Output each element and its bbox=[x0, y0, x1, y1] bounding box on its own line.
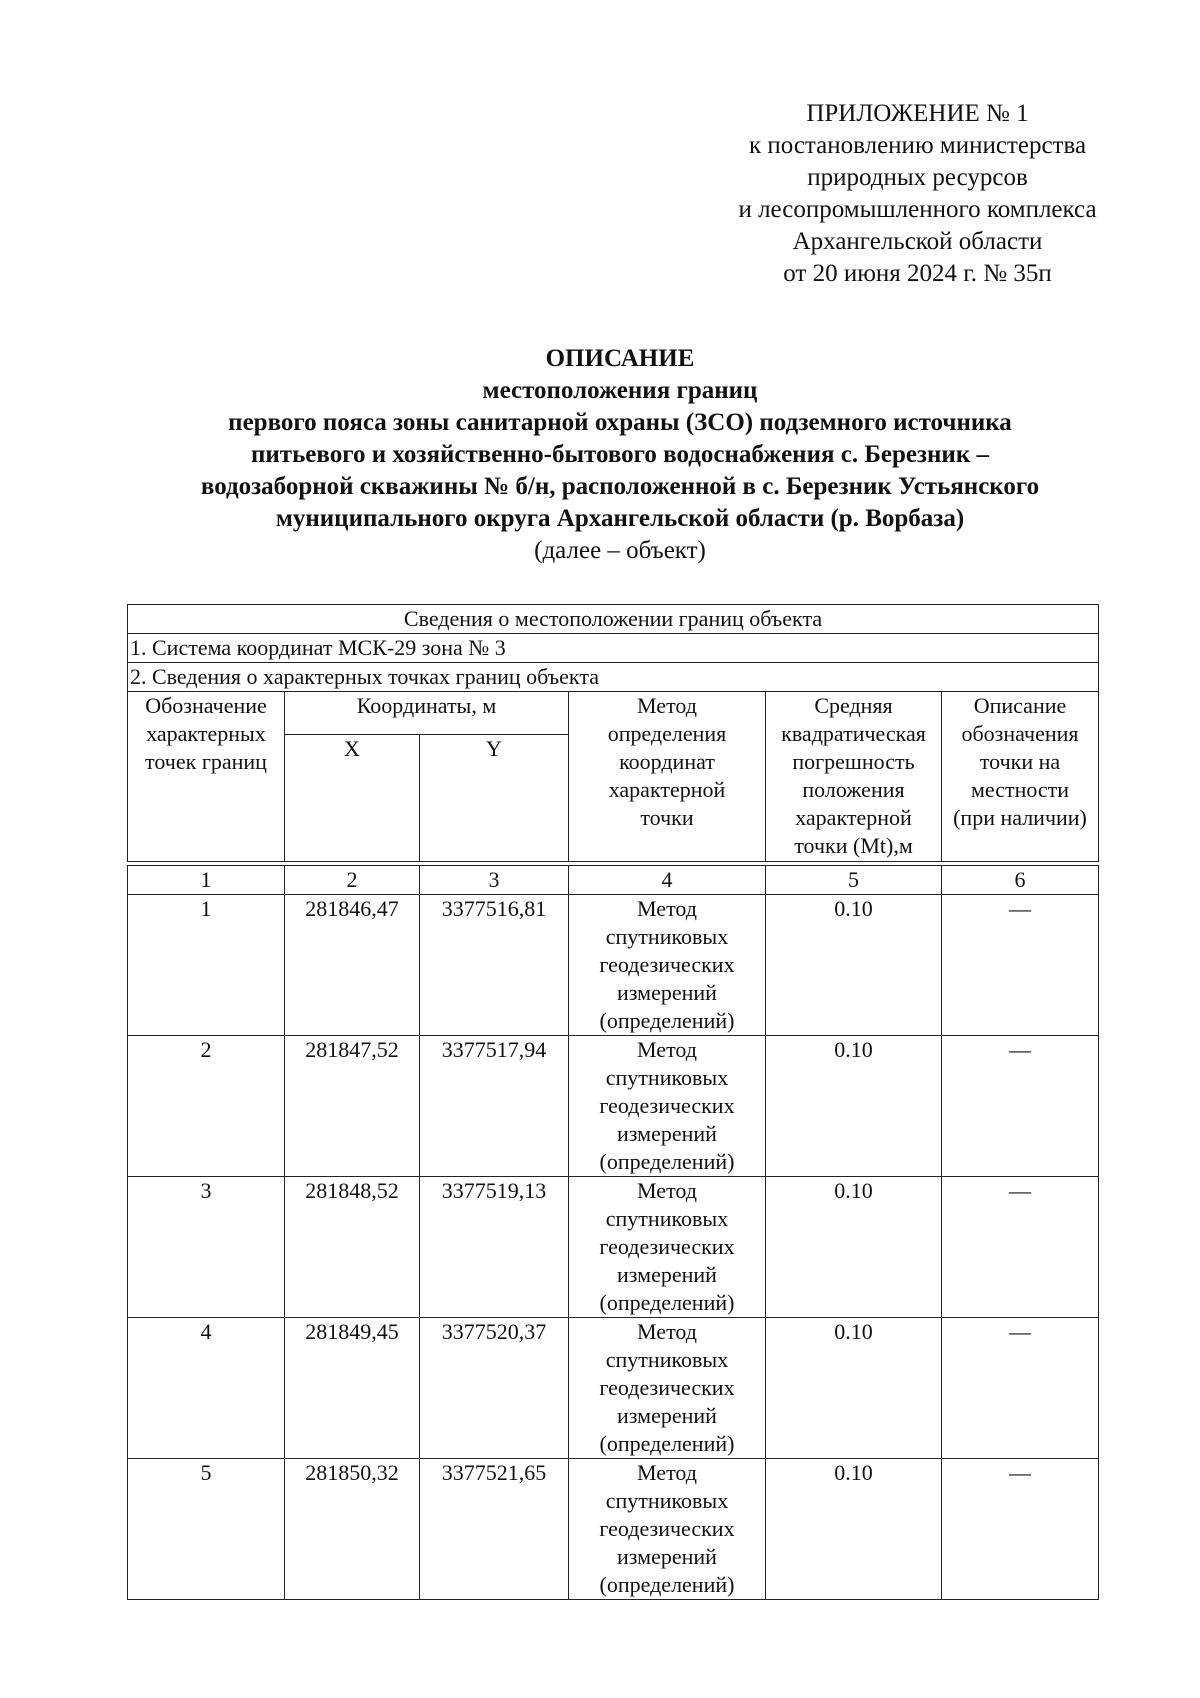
coord-x: 281850,32 bbox=[285, 1459, 420, 1600]
table-row bbox=[128, 1177, 1099, 1318]
method-line: Метод bbox=[637, 1460, 697, 1485]
table-row bbox=[128, 1459, 1099, 1600]
header-error bbox=[766, 692, 942, 862]
header-description bbox=[942, 692, 1099, 862]
title-line: муниципального округа Архангельской области (р. Ворбаза) bbox=[275, 505, 965, 532]
method-line: Метод bbox=[637, 1319, 697, 1344]
method-line: (определений) bbox=[599, 1149, 735, 1174]
method-line: измерений bbox=[617, 1544, 717, 1569]
method-line: геодезических bbox=[599, 952, 735, 977]
header-y: Y bbox=[420, 735, 569, 862]
header-line: Метод bbox=[637, 693, 697, 718]
points-section-row: 2. Сведения о характерных точках границ объекта bbox=[128, 663, 1099, 692]
header-designation bbox=[128, 692, 285, 862]
column-number: 2 bbox=[285, 866, 420, 895]
method-line: (определений) bbox=[599, 1572, 735, 1597]
header-line: координат bbox=[619, 749, 715, 774]
header-line: Описание bbox=[973, 693, 1067, 718]
description-value: — bbox=[942, 1459, 1099, 1600]
method-line: спутниковых bbox=[605, 1488, 729, 1513]
description-value: — bbox=[942, 895, 1099, 1036]
annex-line: от 20 июня 2024 г. № 35п bbox=[783, 260, 1052, 287]
boundary-points-table bbox=[127, 604, 1099, 1600]
point-id: 5 bbox=[128, 1459, 285, 1600]
method-line: измерений bbox=[617, 1403, 717, 1428]
header-line: характерной bbox=[795, 805, 912, 830]
table-row bbox=[128, 1036, 1099, 1177]
header-x: X bbox=[285, 735, 420, 862]
annex-line: и лесопромышленного комплекса bbox=[738, 196, 1097, 223]
error-value: 0.10 bbox=[766, 1177, 942, 1318]
coord-y: 3377521,65 bbox=[420, 1459, 569, 1600]
point-id: 4 bbox=[128, 1318, 285, 1459]
coordinate-system-row: 1. Система координат МСК-29 зона № 3 bbox=[128, 634, 1099, 663]
header-line: определения bbox=[607, 721, 727, 746]
method-line: геодезических bbox=[599, 1375, 735, 1400]
method-line: спутниковых bbox=[605, 1347, 729, 1372]
header-line: (при наличии) bbox=[953, 805, 1087, 830]
point-id: 3 bbox=[128, 1177, 285, 1318]
coord-x: 281846,47 bbox=[285, 895, 420, 1036]
title-line: питьевого и хозяйственно-бытового водоснабжения с. Березник – bbox=[250, 441, 989, 468]
method-line: (определений) bbox=[599, 1290, 735, 1315]
title-line: местоположения границ bbox=[482, 377, 758, 404]
method-line: измерений bbox=[617, 1262, 717, 1287]
method-line: спутниковых bbox=[605, 924, 729, 949]
coord-y: 3377520,37 bbox=[420, 1318, 569, 1459]
header-line: точки (Mt),м bbox=[794, 833, 913, 858]
column-number: 6 bbox=[942, 866, 1099, 895]
coord-y: 3377519,13 bbox=[420, 1177, 569, 1318]
method-line: Метод bbox=[637, 1037, 697, 1062]
column-number: 5 bbox=[766, 866, 942, 895]
header-coordinates: Координаты, м bbox=[285, 692, 569, 735]
table-row bbox=[128, 1318, 1099, 1459]
method-cell bbox=[569, 1318, 766, 1459]
method-cell bbox=[569, 1177, 766, 1318]
annex-line: Архангельской области bbox=[792, 228, 1043, 255]
method-cell bbox=[569, 1459, 766, 1600]
method-line: геодезических bbox=[599, 1093, 735, 1118]
table-caption: Сведения о местоположении границ объекта bbox=[128, 605, 1099, 634]
header-line: положения bbox=[802, 777, 905, 802]
table-row bbox=[128, 895, 1099, 1036]
header-line: точки на bbox=[979, 749, 1061, 774]
method-line: геодезических bbox=[599, 1516, 735, 1541]
method-line: измерений bbox=[617, 980, 717, 1005]
coord-x: 281849,45 bbox=[285, 1318, 420, 1459]
error-value: 0.10 bbox=[766, 1318, 942, 1459]
header-method bbox=[569, 692, 766, 862]
column-number: 4 bbox=[569, 866, 766, 895]
header-line: Обозначение bbox=[145, 693, 267, 718]
method-line: (определений) bbox=[599, 1008, 735, 1033]
point-id: 2 bbox=[128, 1036, 285, 1177]
coord-y: 3377516,81 bbox=[420, 895, 569, 1036]
annex-line: ПРИЛОЖЕНИЕ № 1 bbox=[806, 100, 1029, 127]
method-cell bbox=[569, 1036, 766, 1177]
description-value: — bbox=[942, 1318, 1099, 1459]
error-value: 0.10 bbox=[766, 1459, 942, 1600]
method-line: измерений bbox=[617, 1121, 717, 1146]
header-line: характерной bbox=[608, 777, 726, 802]
column-number: 3 bbox=[420, 866, 569, 895]
annex-line: к постановлению министерства bbox=[748, 132, 1087, 159]
error-value: 0.10 bbox=[766, 895, 942, 1036]
point-id: 1 bbox=[128, 895, 285, 1036]
annex-line: природных ресурсов bbox=[807, 164, 1028, 191]
method-line: (определений) bbox=[599, 1431, 735, 1456]
method-line: Метод bbox=[637, 896, 697, 921]
document-title bbox=[60, 343, 1180, 567]
header-line: квадратическая bbox=[781, 721, 926, 746]
annex-block bbox=[690, 98, 1145, 290]
method-line: Метод bbox=[637, 1178, 697, 1203]
coord-x: 281847,52 bbox=[285, 1036, 420, 1177]
description-value: — bbox=[942, 1177, 1099, 1318]
method-cell bbox=[569, 895, 766, 1036]
header-line: местности bbox=[970, 777, 1070, 802]
error-value: 0.10 bbox=[766, 1036, 942, 1177]
title-line: водозаборной скважины № б/н, расположенной в с. Березник Устьянского bbox=[200, 473, 1040, 500]
description-value: — bbox=[942, 1036, 1099, 1177]
coord-x: 281848,52 bbox=[285, 1177, 420, 1318]
header-line: точки bbox=[640, 805, 694, 830]
title-heading: ОПИСАНИЕ bbox=[545, 345, 695, 372]
header-line: Средняя bbox=[814, 693, 893, 718]
header-line: характерных bbox=[146, 721, 266, 746]
header-line: точек границ bbox=[145, 749, 267, 774]
column-number: 1 bbox=[128, 866, 285, 895]
title-note: (далее – объект) bbox=[534, 537, 706, 564]
title-line: первого пояса зоны санитарной охраны (ЗСО) подземного источника bbox=[228, 409, 1012, 436]
method-line: спутниковых bbox=[605, 1206, 729, 1231]
header-line: погрешность bbox=[792, 749, 915, 774]
coord-y: 3377517,94 bbox=[420, 1036, 569, 1177]
method-line: спутниковых bbox=[605, 1065, 729, 1090]
method-line: геодезических bbox=[599, 1234, 735, 1259]
header-line: обозначения bbox=[961, 721, 1079, 746]
